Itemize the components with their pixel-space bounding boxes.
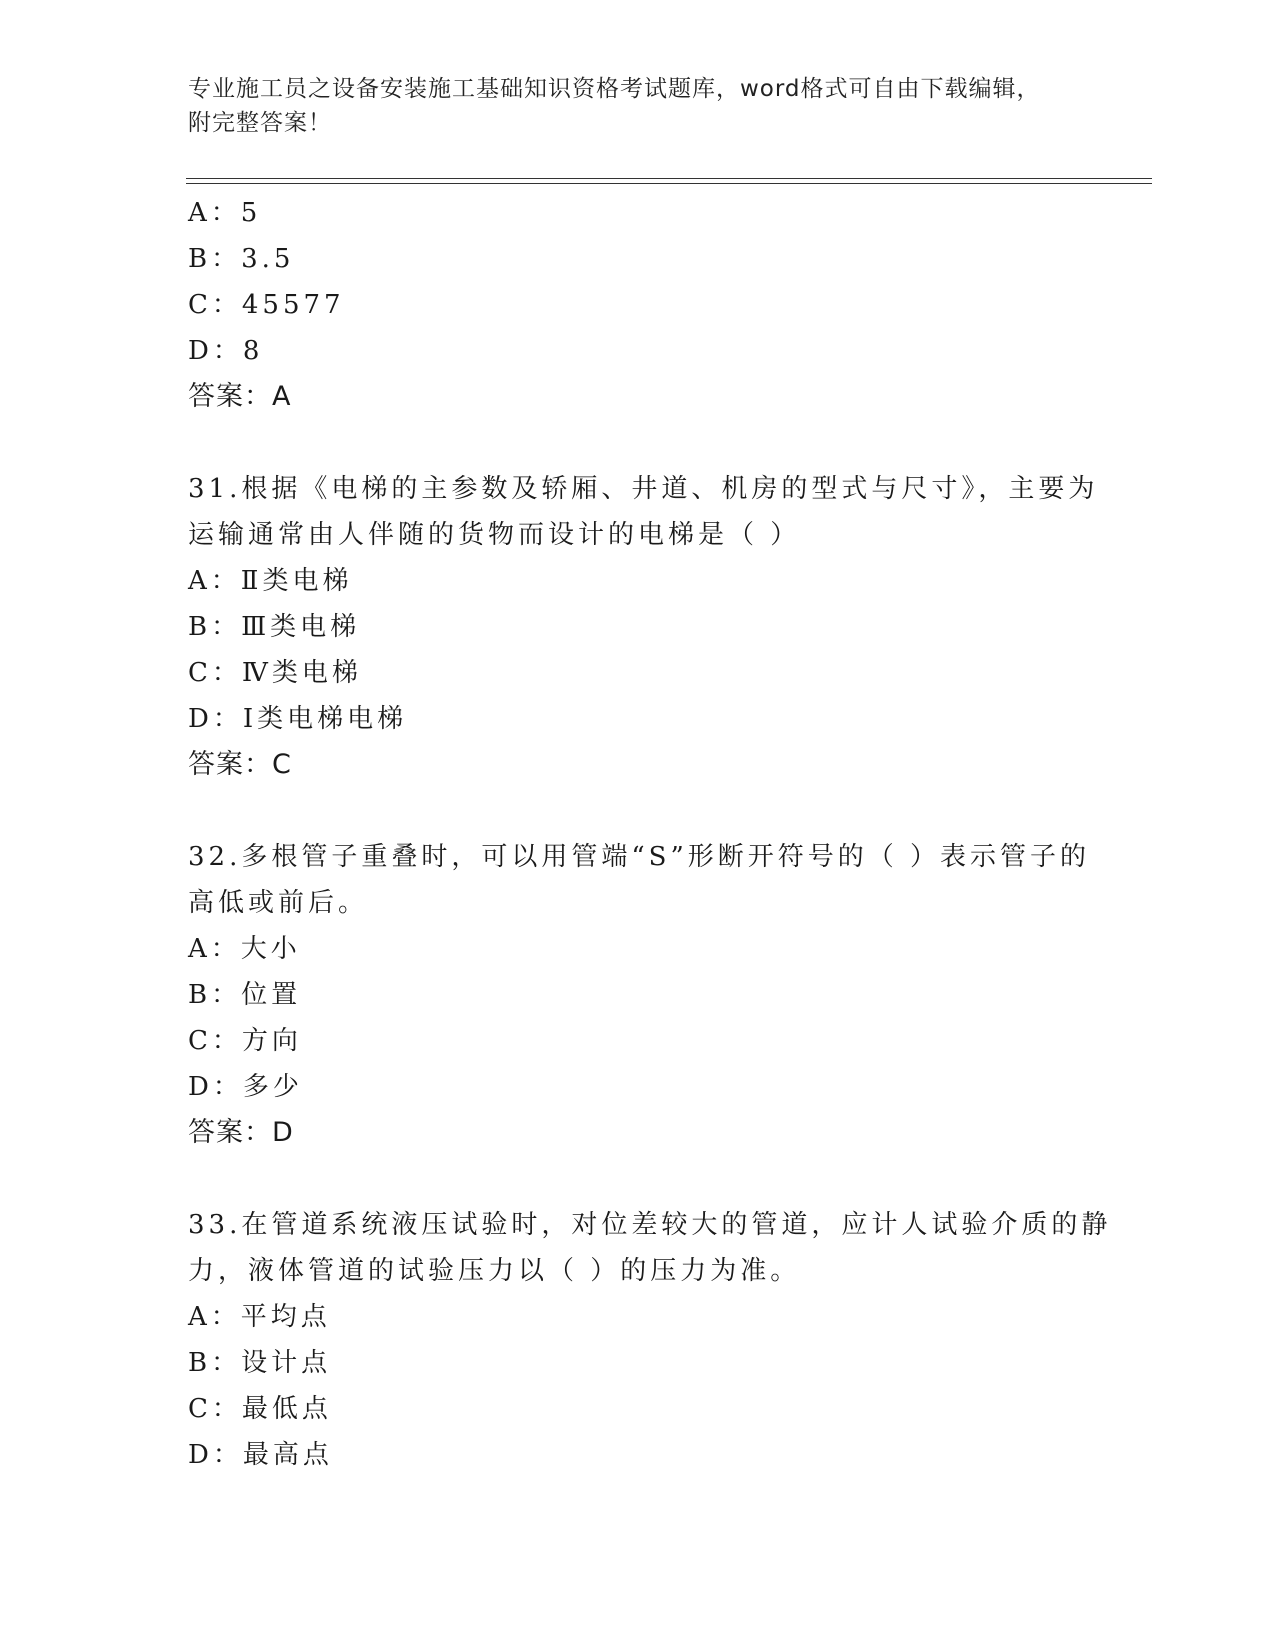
question-text-line-1: 31.根据《电梯的主参数及轿厢、井道、机房的型式与尺寸》，主要为 — [188, 474, 1099, 504]
header-divider-top — [186, 178, 1152, 179]
option-d: D：多少 — [188, 1072, 303, 1102]
answer-line: 答案：C — [188, 749, 292, 780]
question-text-line-2: 运输通常由人伴随的货物而设计的电梯是（ ） — [188, 520, 801, 550]
header-line-1: 专业施工员之设备安装施工基础知识资格考试题库，word格式可自由下载编辑， — [188, 76, 1041, 102]
spacer — [188, 420, 1088, 466]
answer-line: 答案：A — [188, 381, 292, 412]
question-text-line-1: 32.多根管子重叠时，可以用管端“S”形断开符号的（ ）表示管子的 — [188, 842, 1091, 872]
question-31 — [188, 466, 1099, 788]
spacer — [188, 1156, 1088, 1202]
question-text-line-1: 33.在管道系统液压试验时，对位差较大的管道，应计人试验介质的静 — [188, 1210, 1112, 1240]
question-text-line-2: 力，液体管道的试验压力以（ ）的压力为准。 — [188, 1256, 801, 1286]
header-line-2: 附完整答案！ — [188, 110, 332, 136]
question-33 — [188, 1202, 1112, 1478]
question-32 — [188, 834, 1091, 1156]
option-c: C：最低点 — [188, 1394, 332, 1424]
answer-line: 答案：D — [188, 1117, 294, 1148]
spacer — [188, 788, 1088, 834]
document-header — [188, 72, 1088, 140]
option-d: D：Ⅰ类电梯电梯 — [188, 704, 408, 734]
option-d: D：最高点 — [188, 1440, 333, 1470]
option-c: C：45577 — [188, 290, 345, 320]
option-a: A：大小 — [188, 934, 301, 964]
option-b: B：设计点 — [188, 1348, 332, 1378]
option-c: C：Ⅳ类电梯 — [188, 658, 362, 688]
option-b: B：Ⅲ类电梯 — [188, 612, 361, 642]
option-a: A：5 — [188, 198, 262, 228]
question-30-continued — [188, 190, 1088, 420]
option-b: B：3.5 — [188, 244, 295, 274]
question-list — [188, 190, 1112, 1478]
option-d: D：8 — [188, 336, 264, 366]
header-divider-bottom — [186, 183, 1152, 184]
option-c: C：方向 — [188, 1026, 302, 1056]
option-a: A：Ⅱ类电梯 — [188, 566, 353, 596]
option-a: A：平均点 — [188, 1302, 331, 1332]
question-text-line-2: 高低或前后。 — [188, 888, 369, 918]
option-b: B：位置 — [188, 980, 302, 1010]
